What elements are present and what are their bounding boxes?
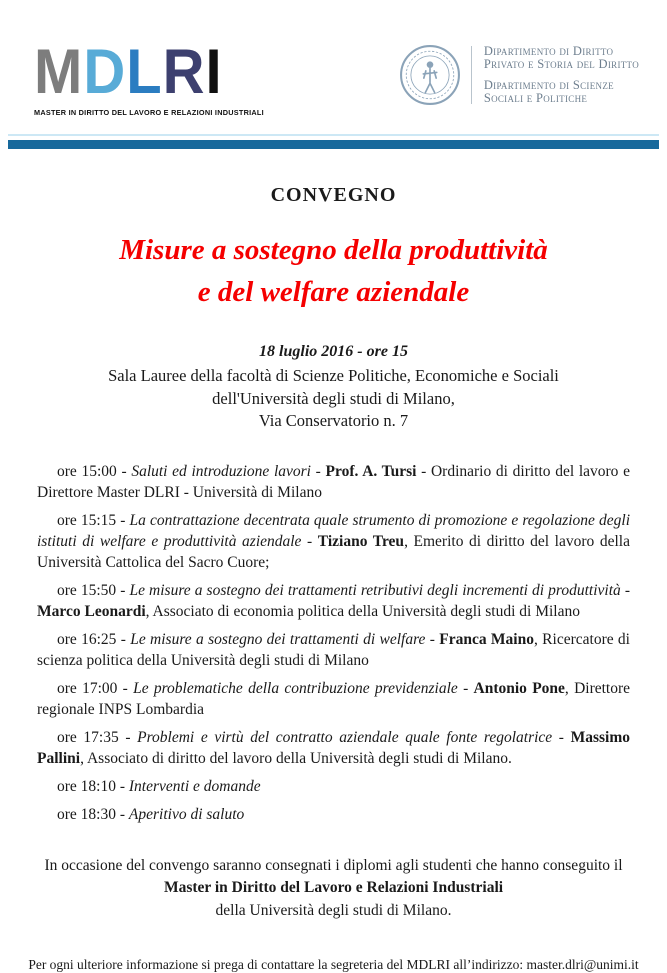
contact-footer: Per ogni ulteriore informazione si prega di contattare la segreteria del MDLRI all’indirizzo: master.dlri@unimi.it: [28, 957, 639, 972]
program-topic: Le misure a sostegno dei trattamenti retributivi degli incrementi di produttività: [129, 581, 621, 599]
program-topic: Aperitivo di saluto: [128, 805, 245, 823]
closing-line-2: Master in Diritto del Lavoro e Relazioni Industriali: [163, 879, 504, 896]
header-divider: [8, 134, 659, 149]
event-info: [0, 343, 667, 433]
program-time: ore 17:00 -: [57, 679, 134, 697]
program-speaker-role: , Direttore regionale INPS Lombardia: [37, 679, 631, 718]
department-1-line-1: Dipartimento di Diritto: [483, 43, 614, 58]
venue-line-3: Via Conservatorio n. 7: [258, 411, 409, 430]
header: [0, 0, 667, 126]
logo-letter-i: I: [205, 36, 223, 108]
mdlri-logo-letters: [34, 38, 264, 107]
program-item-1515: ore 15:15 - La contrattazione decentrata quale strumento di promozione e regolazione degli istituti di welfare e produttività aziendale - Tiziano Treu, Emerito di diritto del lavoro della Università Cattolica del Sacro Cuore;: [37, 511, 630, 571]
program-time: ore 18:10 -: [57, 777, 129, 795]
program-speaker-role: , Ricercatore di scienza politica della Università degli studi di Milano: [37, 630, 630, 669]
program-topic: Le misure a sostegno dei trattamenti di welfare: [130, 630, 426, 648]
program-speaker: Prof. A. Tursi: [325, 462, 417, 480]
mdlri-logo: [34, 38, 264, 117]
program-item-1625: ore 16:25 - Le misure a sostegno dei trattamenti di welfare - Franca Maino, Ricercatore di scienza politica della Università degli studi di Milano: [37, 630, 630, 669]
closing-line-3: della Università degli studi di Milano.: [215, 901, 452, 919]
program-time: ore 16:25 -: [57, 630, 131, 648]
program-topic: Le problematiche della contribuzione previdenziale: [133, 679, 458, 697]
section-kicker: CONVEGNO: [270, 184, 397, 206]
program-speaker-role: , Emerito di diritto del lavoro della Università Cattolica del Sacro Cuore;: [37, 532, 630, 571]
program-time: ore 15:00 -: [57, 462, 132, 480]
program-speaker-role: - Ordinario di diritto del lavoro e Direttore Master DLRI - Università di Milano: [37, 462, 630, 501]
logo-letter-l: L: [126, 36, 163, 108]
venue-line-2: dell'Università degli studi di Milano,: [212, 388, 455, 408]
department-2-line-1: Dipartimento di Scienze: [483, 77, 614, 92]
university-seal-icon: [399, 44, 461, 106]
logo-letter-m: M: [34, 36, 84, 108]
department-1: [484, 45, 639, 72]
program-item-1500: ore 15:00 - Saluti ed introduzione lavori - Prof. A. Tursi - Ordinario di diritto del lavoro e Direttore Master DLRI - Università di Milano: [37, 462, 630, 501]
logo-letter-d: D: [83, 36, 127, 108]
event-title-line-2: e del welfare aziendale: [197, 276, 470, 308]
mdlri-logo-tagline: MASTER IN DIRITTO DEL LAVORO E RELAZIONI INDUSTRIALI: [34, 108, 264, 117]
divider-thick-line: [8, 140, 659, 149]
university-logo: [399, 44, 639, 106]
program-time: ore 15:50 -: [57, 581, 130, 599]
program-item-1810: [37, 776, 630, 797]
program-time: ore 17:35 -: [57, 728, 138, 746]
department-names: [484, 45, 639, 106]
event-datetime: 18 luglio 2016 - ore 15: [259, 343, 408, 360]
program-speaker-role: , Associato di economia politica della Università degli studi di Milano: [145, 602, 580, 620]
department-2: [484, 79, 639, 106]
program-topic: La contrattazione decentrata quale strumento di promozione e regolazione degli istituti di welfare e produttività aziendale: [37, 511, 630, 550]
event-venue: [0, 365, 667, 433]
venue-line-1: Sala Lauree della facoltà di Scienze Politiche, Economiche e Sociali: [108, 366, 559, 385]
program-speaker: Antonio Pone: [473, 679, 565, 697]
program-item-1550: ore 15:50 - Le misure a sostegno dei trattamenti retributivi degli incrementi di produttività - Marco Leonardi, Associato di economia politica della Università degli studi di Milano: [37, 581, 630, 620]
event-title: [0, 229, 667, 313]
program-topic: Interventi e domande: [128, 777, 261, 795]
program-speaker-role: , Associato di diritto del lavoro della Università degli studi di Milano.: [80, 749, 512, 767]
department-1-line-2: Privato e Storia del Diritto: [483, 57, 639, 71]
closing-note: [0, 855, 667, 923]
event-title-line-1: Misure a sostegno della produttività: [119, 234, 548, 266]
program-item-1700: ore 17:00 - Le problematiche della contribuzione previdenziale - Antonio Pone, Direttore regionale INPS Lombardia: [37, 679, 631, 718]
program-topic: Problemi e virtù del contratto aziendale quale fonte regolatrice: [137, 728, 553, 746]
program-speaker: Tiziano Treu: [317, 532, 405, 550]
program-time: ore 18:30 -: [57, 805, 129, 823]
program-speaker: Franca Maino: [439, 630, 534, 648]
program-list: [37, 461, 630, 825]
department-2-line-2: Sociali e Politiche: [483, 91, 588, 105]
program-speaker: Marco Leonardi: [37, 602, 146, 620]
program-item-1735: ore 17:35 - Problemi e virtù del contratto aziendale quale fonte regolatrice - Massimo Pallini, Associato di diritto del lavoro della Università degli studi di Milano.: [37, 728, 630, 767]
logo-separator: [471, 46, 472, 104]
program-speaker: Massimo Pallini: [37, 728, 630, 767]
program-topic: Saluti ed introduzione lavori: [131, 462, 311, 480]
logo-letter-r: R: [162, 36, 206, 108]
program-time: ore 15:15 -: [57, 511, 130, 529]
closing-line-1: In occasione del convengo saranno consegnati i diplomi agli studenti che hanno conseguito il: [44, 856, 623, 874]
program-item-1830: [37, 804, 630, 825]
